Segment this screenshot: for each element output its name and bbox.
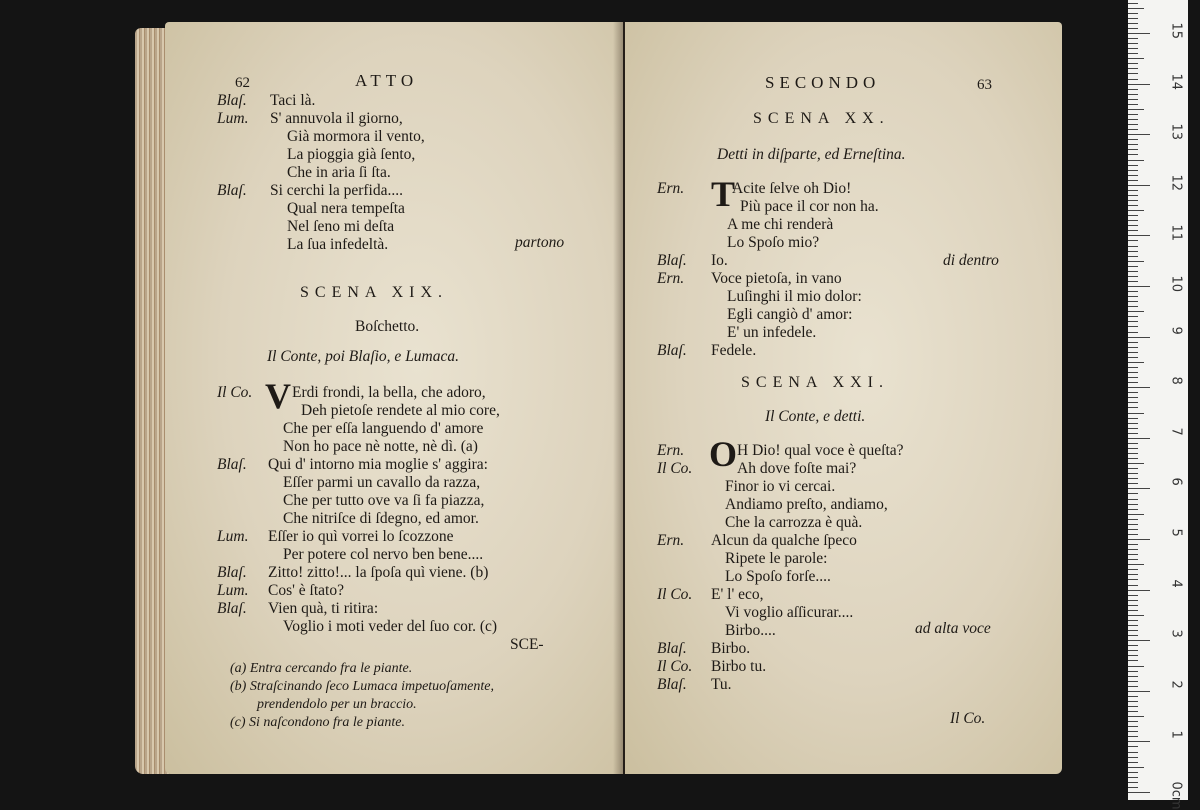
ruler-tick [1128,448,1138,449]
ruler-tick [1128,772,1138,773]
ruler-number: 0cm [1168,781,1184,810]
ruler-tick [1128,504,1138,505]
stage-direction: ad alta voce [915,620,991,637]
verse-line: Più pace il cor non ha. [740,198,879,215]
ruler-tick [1128,762,1138,763]
verse-line: Finor io vi cercai. [725,478,836,495]
running-header: ATTO [355,71,419,90]
ruler-tick [1128,311,1144,312]
verse-line: Taci là. [270,92,316,109]
ruler-tick [1128,686,1138,687]
ruler-tick [1128,99,1138,100]
verse-line: Vi voglio aſſicurar.... [725,604,854,621]
ruler-tick [1128,342,1138,343]
ruler-tick [1128,569,1138,570]
ruler-tick [1128,407,1138,408]
ruler-tick [1128,256,1138,257]
verse-line: La ſua infedeltà. [287,236,389,253]
ruler-tick [1128,23,1138,24]
ruler-tick [1128,493,1138,494]
verse-line: Birbo. [711,640,751,657]
footnote: (a) Entra cercando fra le piante. [230,661,413,676]
ruler-tick [1128,564,1144,565]
speaker-label: Ern. [657,180,685,197]
ruler-number: 11 [1168,224,1184,242]
open-book [135,22,1070,778]
ruler-tick [1128,458,1138,459]
verse-line: Che in aria ſi ſta. [287,164,391,181]
verse-line: Vien quà, ti ritira: [268,600,379,617]
ruler-tick [1128,28,1138,29]
ruler-tick [1128,671,1138,672]
verse-line: Fedele. [711,342,757,359]
ruler-number: 4 [1168,579,1184,588]
ruler-tick [1128,524,1138,525]
ruler-tick [1128,640,1150,641]
ruler-tick [1128,210,1144,211]
ruler-tick [1128,483,1138,484]
ruler-tick [1128,691,1150,692]
ruler-tick [1128,266,1138,267]
ruler-number: 9 [1168,326,1184,335]
ruler-tick [1128,362,1144,363]
verse-line: Birbo tu. [711,658,767,675]
ruler-tick [1128,377,1138,378]
ruler-tick [1128,706,1138,707]
ruler-tick [1128,726,1138,727]
ruler-tick [1128,539,1150,540]
speaker-label: Il Co. [657,658,693,675]
verse-line: Per potere col nervo ben bene.... [283,546,484,563]
ruler-tick [1128,418,1138,419]
catchword: Il Co. [950,710,986,727]
ruler-tick [1128,18,1138,19]
ruler-tick [1128,787,1138,788]
scene-title: SCENA XXI. [741,374,890,391]
ruler-tick [1128,468,1138,469]
ruler-tick [1128,741,1150,742]
verse-line: A me chi renderà [727,216,834,233]
ruler-tick [1128,402,1138,403]
ruler-tick [1128,301,1138,302]
ruler-tick [1128,367,1138,368]
ruler-tick [1128,306,1138,307]
ruler-tick [1128,711,1138,712]
ruler-number: 12 [1168,174,1184,191]
ruler-tick [1128,73,1138,74]
ruler-tick [1128,413,1144,414]
ruler-tick [1128,321,1138,322]
ruler-number: 8 [1168,376,1184,385]
ruler-tick [1128,291,1138,292]
speaker-label: Ern. [657,532,685,549]
ruler-tick [1128,681,1138,682]
verse-line: E' un infedele. [727,324,817,341]
verse-line: Che per tutto ove va ſi fa piazza, [283,492,485,509]
ruler-tick [1128,499,1138,500]
ruler-tick [1128,453,1138,454]
ruler-tick [1128,519,1138,520]
ruler-tick [1128,635,1138,636]
ruler-tick [1128,3,1138,4]
ruler-tick [1128,215,1138,216]
verse-line: Qui d' intorno mia moglie s' aggira: [268,456,488,473]
speaker-label: Lum. [217,528,249,545]
ruler-tick [1128,397,1138,398]
speaker-label: Blaſ. [217,182,247,199]
scene-title: SCENA XIX. [300,284,449,301]
ruler-tick [1128,281,1138,282]
ruler-tick [1128,119,1138,120]
ruler-tick [1128,615,1144,616]
ruler-tick [1128,488,1150,489]
ruler-tick [1128,731,1138,732]
ruler-tick [1128,701,1138,702]
speaker-label: Lum. [217,582,249,599]
verse-line: Birbo.... [725,622,776,639]
ruler-tick [1128,316,1138,317]
ruler-tick [1128,190,1138,191]
ruler-tick [1128,139,1138,140]
scene-setting: Boſchetto. [355,318,420,335]
ruler-tick [1128,94,1138,95]
verse-line: Cos' è ſtato? [268,582,344,599]
ruler-tick [1128,251,1138,252]
ruler-tick [1128,660,1138,661]
running-header: SECONDO [765,73,881,92]
ruler-tick [1128,170,1138,171]
ruler-number: 5 [1168,528,1184,537]
ruler-tick [1128,782,1138,783]
ruler-tick [1128,554,1138,555]
ruler-tick [1128,666,1144,667]
footnote: (c) Si naſcondono fra le piante. [230,715,405,730]
ruler-tick [1128,240,1138,241]
speaker-label: Ern. [657,442,685,459]
ruler-tick [1128,13,1138,14]
verse-line: Voce pietoſa, in vano [711,270,842,287]
measuring-ruler [1128,0,1188,810]
ruler-tick [1128,109,1144,110]
ruler-tick [1128,605,1138,606]
scene-characters: Detti in diſparte, ed Erneſtina. [717,146,906,163]
ruler-tick [1128,620,1138,621]
ruler-tick [1128,180,1138,181]
ruler-tick [1128,235,1150,236]
verse-line: Acite ſelve oh Dio! [732,180,852,197]
verse-line: Che la carrozza è quà. [725,514,863,531]
ruler-tick [1128,655,1138,656]
verse-line: Che nitriſce di ſdegno, ed amor. [283,510,479,527]
verse-line: Tu. [711,676,732,693]
ruler-tick [1128,392,1138,393]
ruler-tick [1128,559,1138,560]
ruler-tick [1128,114,1138,115]
verse-line: S' annuvola il giorno, [270,110,403,127]
verse-line: Voglio i moti veder del ſuo cor. (c) [283,618,498,635]
ruler-tick [1128,149,1138,150]
verse-line: Già mormora il vento, [287,128,425,145]
scene-characters: Il Conte, poi Blaſio, e Lumaca. [267,348,460,365]
verse-line: Deh pietoſe rendete al mio core, [301,402,500,419]
ruler-number: 13 [1168,123,1184,141]
speaker-label: Blaſ. [217,456,247,473]
ruler-tick [1128,68,1138,69]
ruler-number: 2 [1168,680,1184,689]
ruler-tick [1128,696,1138,697]
page-number: 62 [235,75,250,91]
ruler-tick [1128,630,1138,631]
ruler-tick [1128,134,1150,135]
ruler-tick [1128,529,1138,530]
ruler-tick [1128,337,1150,338]
ruler-tick [1128,579,1138,580]
verse-line: Alcun da qualche ſpeco [711,532,857,549]
verse-line: Eſſer parmi un cavallo da razza, [283,474,481,491]
ruler-tick [1128,271,1138,272]
ruler-tick [1128,463,1144,464]
catchword: SCE- [510,636,544,653]
ruler-tick [1128,225,1138,226]
footnote: prendendolo per un braccio. [257,697,417,712]
ruler-tick [1128,610,1138,611]
verse-line: Erdi frondi, la bella, che adoro, [292,384,486,401]
ruler-tick [1128,205,1138,206]
ruler-tick [1128,160,1144,161]
ruler-tick [1128,352,1138,353]
ruler-tick [1128,332,1138,333]
footnote: (b) Straſcinando ſeco Lumaca impetuoſamente, [230,679,495,694]
ruler-tick [1128,585,1138,586]
ruler-tick [1128,8,1144,9]
speaker-label: Blaſ. [217,92,247,109]
ruler-tick [1128,509,1138,510]
ruler-tick [1128,246,1138,247]
ruler-tick [1128,676,1138,677]
verse-line: Lo Spoſo forſe.... [725,568,831,585]
ruler-tick [1128,144,1138,145]
stage-direction: partono [515,234,565,251]
ruler-tick [1128,200,1138,201]
ruler-tick [1128,326,1138,327]
drop-cap: V [265,376,291,416]
speaker-label: Ern. [657,270,685,287]
ruler-tick [1128,428,1138,429]
ruler-tick [1128,595,1138,596]
verse-line: Io. [711,252,728,269]
speaker-label: Blaſ. [657,252,687,269]
ruler-tick [1128,154,1138,155]
ruler-tick [1128,104,1138,105]
ruler-tick [1128,48,1138,49]
ruler-tick [1128,261,1144,262]
speaker-label: Blaſ. [657,342,687,359]
ruler-tick [1128,590,1150,591]
ruler-tick [1128,549,1138,550]
page-number: 63 [977,77,992,93]
stage-direction: di dentro [943,252,999,269]
ruler-number: 14 [1168,73,1184,90]
verse-line: Lo Spoſo mio? [727,234,820,251]
verse-line: Zitto! zitto!... la ſpoſa quì viene. (b) [268,564,489,581]
ruler-tick [1128,84,1150,85]
ruler-tick [1128,33,1150,34]
ruler-tick [1128,757,1138,758]
ruler-tick [1128,165,1138,166]
ruler-tick [1128,767,1144,768]
ruler-tick [1128,438,1150,439]
ruler-tick [1128,58,1144,59]
ruler-tick [1128,433,1138,434]
ruler-tick [1128,716,1144,717]
ruler-number: 1 [1168,730,1184,740]
ruler-tick [1128,276,1138,277]
verse-line: Ripete le parole: [725,550,828,567]
verse-line: Qual nera tempeſta [287,200,405,217]
speaker-label: Blaſ. [217,564,247,581]
ruler-tick [1128,443,1138,444]
speaker-label: Blaſ. [657,640,687,657]
ruler-tick [1128,372,1138,373]
ruler-tick [1128,347,1138,348]
ruler-tick [1128,195,1138,196]
verse-line: Egli cangiò d' amor: [727,306,853,323]
ruler-tick [1128,600,1138,601]
ruler-number: 6 [1168,477,1184,487]
right-page [625,22,1062,774]
speaker-label: Il Co. [657,586,693,603]
drop-cap: O [709,434,738,474]
ruler-tick [1128,645,1138,646]
ruler-tick [1128,43,1138,44]
ruler-tick [1128,53,1138,54]
verse-line: Andiamo preſto, andiamo, [725,496,888,513]
scene-characters: Il Conte, e detti. [765,408,866,425]
ruler-tick [1128,230,1138,231]
ruler-tick [1128,746,1138,747]
verse-line: E' l' eco, [711,586,764,603]
ruler-tick [1128,220,1138,221]
verse-line: H Dio! qual voce è queſta? [737,442,904,459]
ruler-number: 3 [1168,629,1184,638]
ruler-tick [1128,286,1150,287]
ruler-tick [1128,473,1138,474]
verse-line: Non ho pace nè notte, nè dì. (a) [283,438,478,455]
speaker-label: Il Co. [217,384,253,401]
ruler-tick [1128,514,1144,515]
ruler-number: 10 [1168,275,1184,293]
ruler-tick [1128,357,1138,358]
verse-line: La pioggia già ſento, [287,146,416,163]
ruler-tick [1128,478,1138,479]
ruler-tick [1128,752,1138,753]
ruler-tick [1128,79,1138,80]
ruler-tick [1128,38,1138,39]
speaker-label: Lum. [217,110,249,127]
ruler-tick [1128,387,1150,388]
verse-line: Luſinghi il mio dolor: [727,288,862,305]
verse-line: Si cerchi la perfida.... [270,182,403,199]
ruler-tick [1128,625,1138,626]
ruler-tick [1128,89,1138,90]
ruler-tick [1128,129,1138,130]
ruler-tick [1128,185,1150,186]
ruler-tick [1128,544,1138,545]
ruler-tick [1128,296,1138,297]
left-page [165,22,623,774]
scene-title: SCENA XX. [753,110,890,127]
ruler-number: 15 [1168,22,1184,40]
speaker-label: Blaſ. [217,600,247,617]
verse-line: Nel ſeno mi deſta [287,218,395,235]
speaker-label: Il Co. [657,460,693,477]
verse-line: Che per eſſa languendo d' amore [283,420,484,437]
ruler-tick [1128,792,1150,793]
speaker-label: Blaſ. [657,676,687,693]
ruler-number: 7 [1168,427,1184,436]
ruler-tick [1128,63,1138,64]
verse-line: Ah dove foſte mai? [737,460,857,477]
drop-cap: T [711,174,736,214]
ruler-tick [1128,721,1138,722]
ruler-tick [1128,175,1138,176]
ruler-tick [1128,124,1138,125]
ruler-tick [1128,650,1138,651]
ruler-tick [1128,574,1138,575]
ruler-tick [1128,382,1138,383]
ruler-tick [1128,736,1138,737]
ruler-tick [1128,777,1138,778]
ruler-tick [1128,534,1138,535]
ruler-tick [1128,423,1138,424]
verse-line: Eſſer io quì vorrei lo ſcozzone [268,528,454,545]
